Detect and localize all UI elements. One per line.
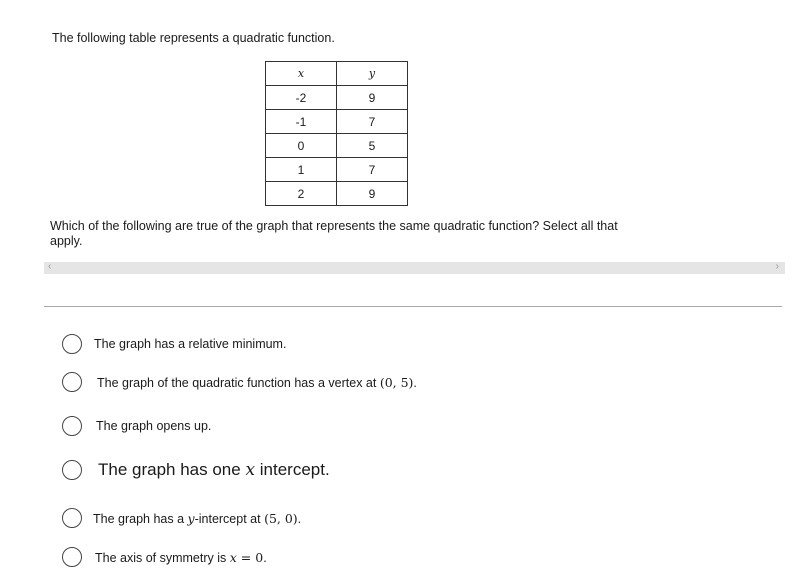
option-label: The graph of the quadratic function has a vertex at (0, 5). (97, 374, 417, 390)
table-cell: 7 (337, 158, 408, 182)
radio-button[interactable] (62, 416, 82, 436)
radio-button[interactable] (62, 547, 82, 567)
table-cell: 1 (266, 158, 337, 182)
table-row (266, 134, 408, 158)
table-cell: -2 (266, 86, 337, 110)
option-vertex[interactable] (62, 372, 417, 392)
table-cell: 2 (266, 182, 337, 206)
scroll-right-icon[interactable]: › (775, 261, 779, 272)
table-cell: 0 (266, 134, 337, 158)
radio-button[interactable] (62, 460, 82, 480)
option-axis-of-symmetry[interactable] (62, 547, 267, 567)
option-label: The graph has one x intercept. (98, 460, 330, 480)
table-row (266, 86, 408, 110)
option-one-x-intercept[interactable] (62, 460, 330, 480)
table-header-x: x (266, 62, 337, 86)
table-cell: 9 (337, 86, 408, 110)
table-cell: 7 (337, 110, 408, 134)
table-row (266, 110, 408, 134)
table-cell: -1 (266, 110, 337, 134)
question-text: Which of the following are true of the graph that represents the same quadratic function? Select all that apply. (50, 219, 618, 248)
option-label: The graph has a y-intercept at (5, 0). (93, 510, 302, 526)
table-cell: 9 (337, 182, 408, 206)
option-y-intercept[interactable] (62, 508, 301, 528)
table-header-y: y (337, 62, 408, 86)
table-row (266, 182, 408, 206)
values-table (265, 61, 408, 206)
radio-button[interactable] (62, 372, 82, 392)
option-relative-minimum[interactable] (62, 334, 286, 354)
table-row (266, 158, 408, 182)
option-opens-up[interactable] (62, 416, 211, 436)
option-label: The graph opens up. (96, 419, 212, 433)
intro-text: The following table represents a quadratic function. (52, 31, 335, 45)
option-label: The axis of symmetry is x = 0. (95, 549, 267, 565)
divider (44, 306, 782, 307)
horizontal-scrollbar[interactable] (44, 262, 785, 274)
radio-button[interactable] (62, 508, 82, 528)
scroll-left-icon[interactable]: ‹ (48, 261, 52, 272)
option-label: The graph has a relative minimum. (94, 337, 287, 351)
table-header-row (266, 62, 408, 86)
table-cell: 5 (337, 134, 408, 158)
radio-button[interactable] (62, 334, 82, 354)
